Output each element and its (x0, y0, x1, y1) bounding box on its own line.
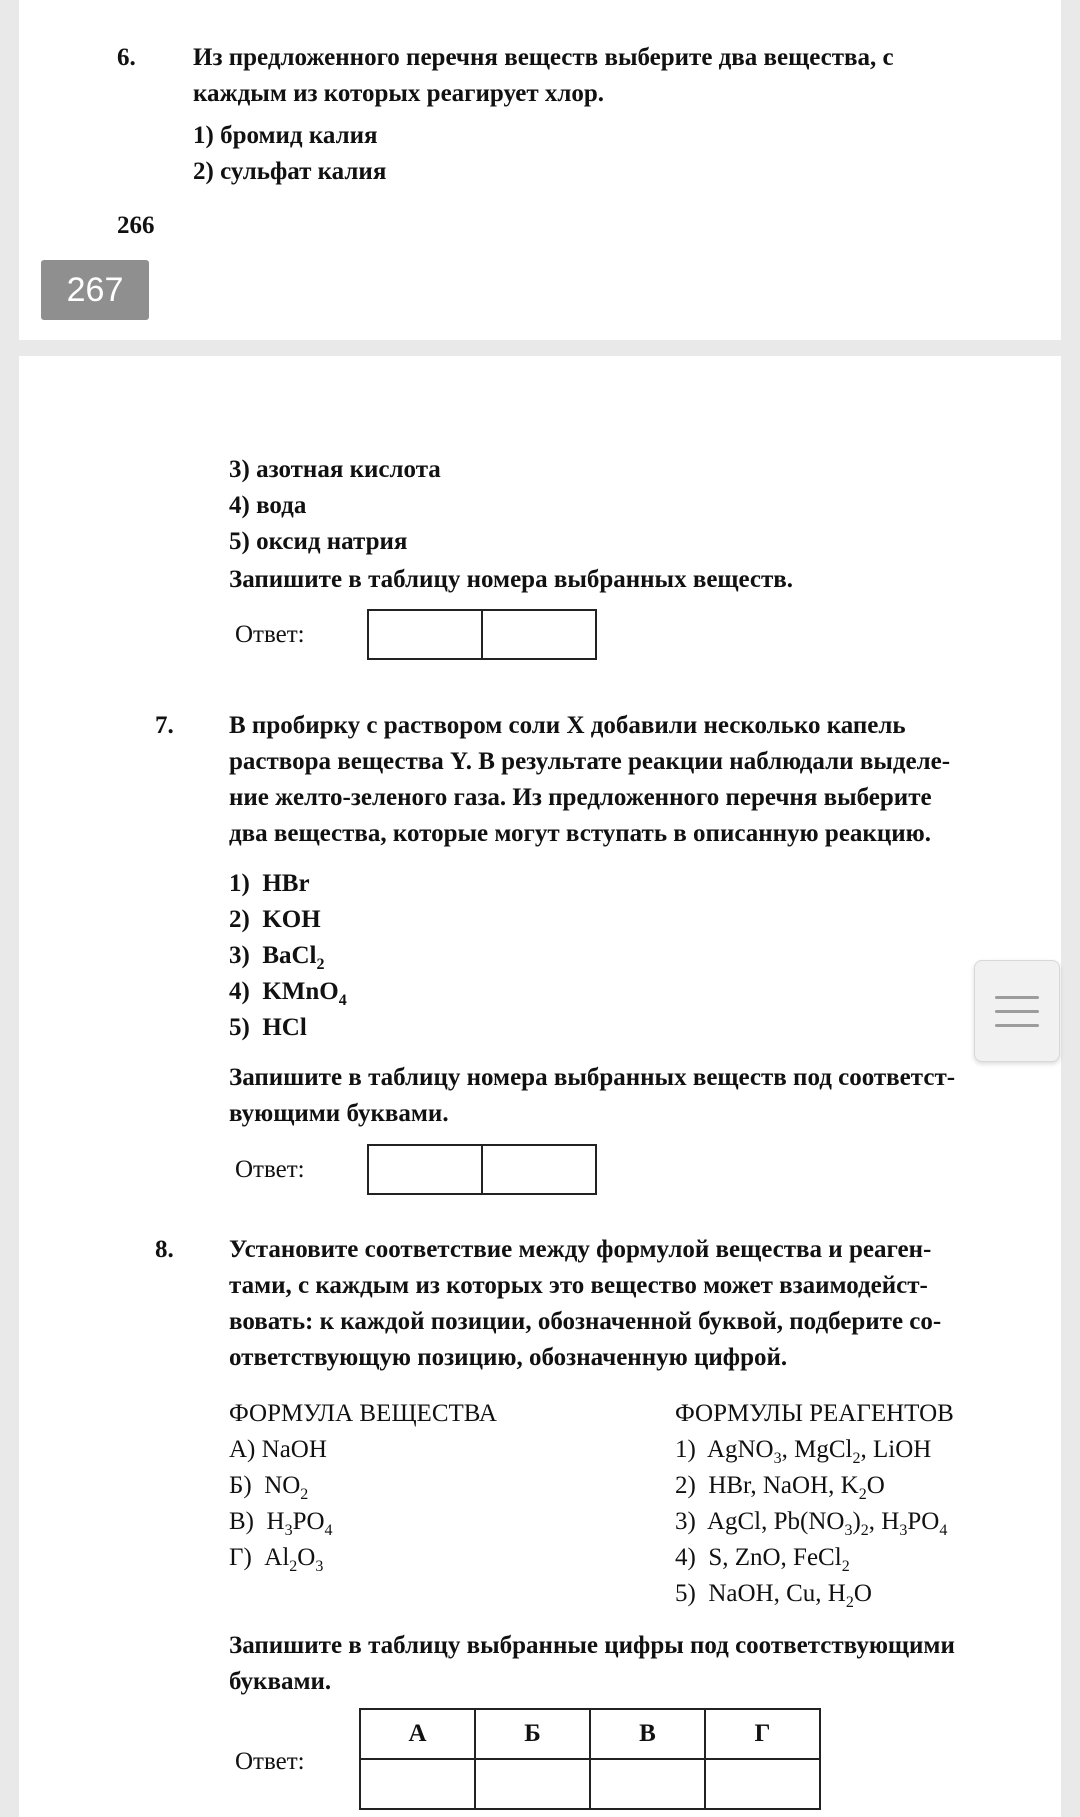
question-7-instruction-line-1: Запишите в таблицу номера выбранных веществ под соответст- (229, 1064, 956, 1091)
menu-line (995, 1024, 1039, 1027)
menu-line (995, 1010, 1039, 1013)
question-6-number: 6. (117, 44, 136, 71)
reagent-item-5: 5) NaOH, Cu, $H_2O$ (675, 1580, 872, 1611)
formula-item-b: Б) $NO_2$ (229, 1472, 309, 1503)
answer-box[interactable] (367, 609, 597, 660)
question-8-text-line-4: ответствующую позицию, обозначенную цифрой. (229, 1344, 788, 1371)
reagent-item-4: 4) S, ZnO, FeCl$_2$ (675, 1544, 850, 1575)
reagent-item-2: 2) HBr, NaOH, $K_2O$ (675, 1472, 885, 1503)
answer-table-header-row (360, 1709, 820, 1759)
question-6-text-line-2: каждым из которых реагирует хлор. (193, 80, 605, 107)
question-8-text-line-1: Установите соответствие между формулой вещества и реаген- (229, 1236, 932, 1263)
answer-cell[interactable] (369, 611, 481, 658)
question-6-answer (235, 609, 597, 660)
answer-cell-a[interactable] (360, 1759, 475, 1809)
answer-cell[interactable] (481, 1146, 595, 1193)
question-7-option-1: 1) HBr (229, 870, 310, 897)
answer-table-header-a: А (360, 1709, 475, 1759)
question-8-instruction-line-2: буквами. (229, 1668, 332, 1695)
answer-box[interactable] (367, 1144, 597, 1195)
formula-item-g: Г) $Al_2O_3$ (229, 1544, 324, 1575)
question-7-answer (235, 1144, 597, 1195)
page-fragment-top (19, 0, 1061, 340)
question-8-number: 8. (155, 1236, 174, 1263)
reagent-item-3: 3) AgCl, $Pb(NO_3)_2$, $H_3PO_4$ (675, 1508, 948, 1539)
answer-label: Ответ: (235, 620, 305, 648)
answer-cell-b[interactable] (475, 1759, 590, 1809)
question-7-text-line-3: ние желто-зеленого газа. Из предложенного перечня выберите (229, 784, 932, 811)
question-6-option-5: 5) оксид натрия (229, 528, 408, 555)
answer-table-header-g: Г (705, 1709, 820, 1759)
page-fragment-bottom (19, 356, 1061, 1817)
menu-icon[interactable] (974, 960, 1060, 1062)
question-7-number: 7. (155, 712, 174, 739)
answer-cell-v[interactable] (590, 1759, 705, 1809)
reagent-item-1: 1) AgNO$_3$, MgCl$_2$, LiOH (675, 1436, 932, 1467)
question-6-instruction: Запишите в таблицу номера выбранных веществ. (229, 566, 794, 593)
question-7-text-line-1: В пробирку с раствором соли X добавили несколько капель (229, 712, 906, 739)
page-number-badge[interactable]: 267 (41, 260, 149, 320)
question-7-text-line-4: два вещества, которые могут вступать в описанную реакцию. (229, 820, 931, 847)
formula-item-a: А) NaOH (229, 1436, 327, 1463)
question-8-answer-table (359, 1708, 821, 1810)
question-7-option-4: 4) KMnO$_4$ (229, 978, 347, 1009)
question-7-option-2: 2) KOH (229, 906, 321, 933)
reagents-column-header: ФОРМУЛЫ РЕАГЕНТОВ (675, 1400, 954, 1427)
answer-cell[interactable] (369, 1146, 481, 1193)
question-7-text-line-2: раствора вещества Y. В результате реакции наблюдали выделе- (229, 748, 951, 775)
question-7-instruction-line-2: вующими буквами. (229, 1100, 449, 1127)
formula-column-header: ФОРМУЛА ВЕЩЕСТВА (229, 1400, 497, 1427)
menu-line (995, 996, 1039, 999)
answer-label: Ответ: (235, 1155, 305, 1183)
question-8-text-line-3: вовать: к каждой позиции, обозначенной буквой, подберите со- (229, 1308, 942, 1335)
answer-cell[interactable] (481, 611, 595, 658)
question-8-text-line-2: тами, с каждым из которых это вещество может взаимодейст- (229, 1272, 928, 1299)
answer-label: Ответ: (235, 1748, 305, 1775)
question-6-option-3: 3) азотная кислота (229, 456, 441, 483)
question-6-option-1: 1) бромид калия (193, 122, 378, 149)
question-7-option-5: 5) HCl (229, 1014, 307, 1041)
question-6-option-2: 2) сульфат калия (193, 158, 387, 185)
page-number: 266 (117, 212, 155, 239)
formula-item-v: В) $H_3PO_4$ (229, 1508, 333, 1539)
question-8-instruction-line-1: Запишите в таблицу выбранные цифры под соответствующими (229, 1632, 955, 1659)
question-6-option-4: 4) вода (229, 492, 307, 519)
answer-table-header-b: Б (475, 1709, 590, 1759)
answer-table-header-v: В (590, 1709, 705, 1759)
question-7-option-3: 3) BaCl$_2$ (229, 942, 325, 973)
answer-cell-g[interactable] (705, 1759, 820, 1809)
answer-table-input-row (360, 1759, 820, 1809)
question-6-text-line-1: Из предложенного перечня веществ выберите два вещества, с (193, 44, 894, 71)
